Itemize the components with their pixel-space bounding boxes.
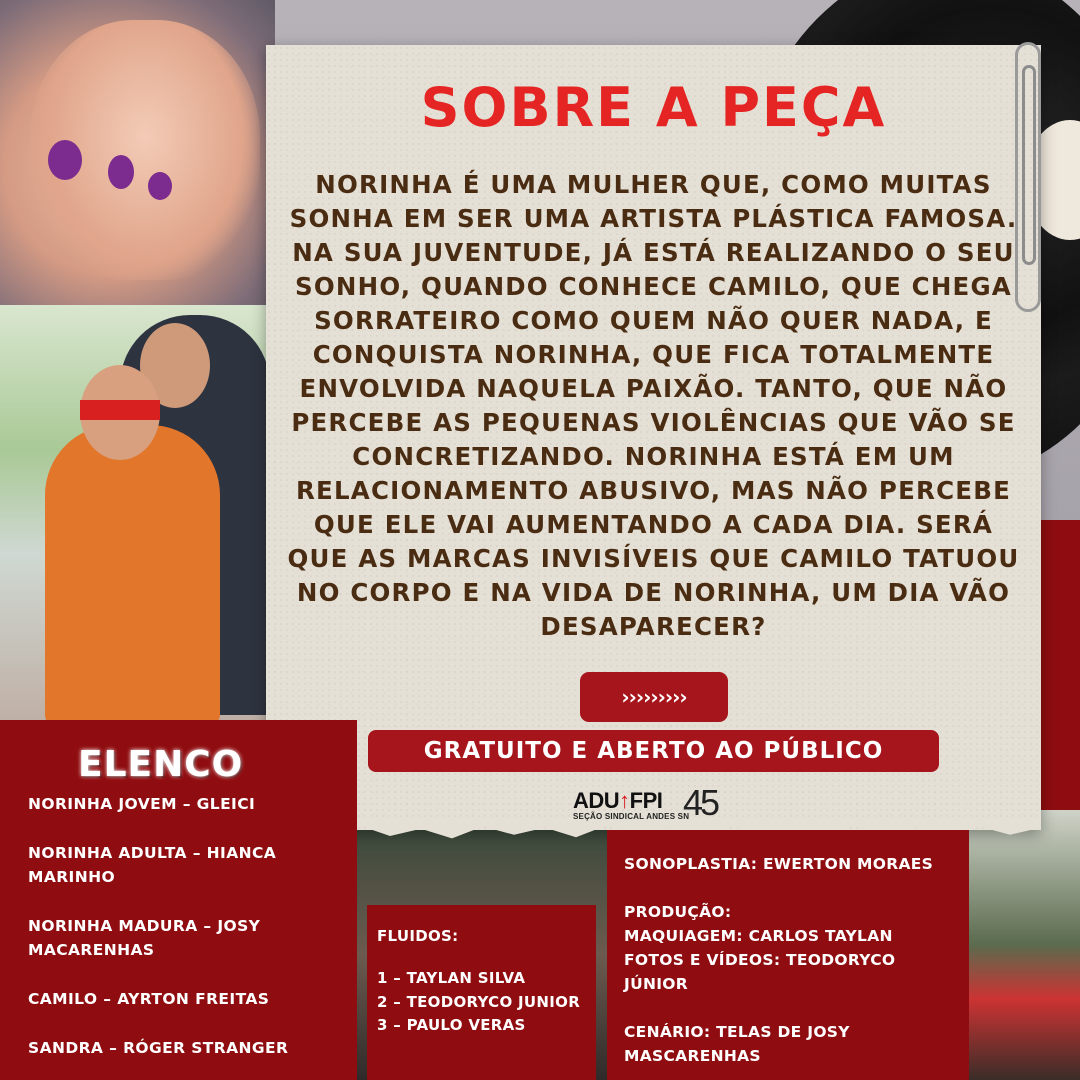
credit-scenery: CENÁRIO: TELAS DE JOSY MASCARENHAS [624, 1023, 850, 1065]
fluids-list [377, 967, 580, 1038]
logo-anniversary: 45 [683, 782, 718, 823]
cast-member: NORINHA ADULTA – HIANCA MARINHO [28, 844, 277, 886]
credit-makeup: MAQUIAGEM: CARLOS TAYLAN [624, 927, 893, 945]
actress-orange-dress [45, 425, 220, 720]
raised-fist-photo [0, 0, 275, 305]
purple-nail [48, 140, 82, 180]
logo-subtitle: SEÇÃO SINDICAL ANDES SN [573, 812, 690, 821]
cast-member: NORINHA JOVEM – GLEICI [28, 795, 256, 813]
credit-production-label: PRODUÇÃO: [624, 903, 732, 921]
cast-list [28, 792, 328, 1080]
purple-nail [148, 172, 172, 200]
actors-photo [0, 305, 268, 720]
free-admission-banner: GRATUITO E ABERTO AO PÚBLICO [368, 730, 939, 772]
more-arrow-button[interactable]: ››››››››› [580, 672, 728, 722]
credit-sound: SONOPLASTIA: EWERTON MORAES [624, 855, 934, 873]
logo-name [573, 788, 662, 814]
red-blindfold [80, 400, 160, 420]
logo-name-part: ADU [573, 788, 620, 813]
cast-heading: ELENCO [78, 744, 244, 785]
cast-member: NORINHA MADURA – JOSY MACARENHAS [28, 917, 261, 959]
page-title: SOBRE A PEÇA [420, 76, 887, 139]
purple-nail [108, 155, 134, 189]
cast-member: SANDRA – RÓGER STRANGER [28, 1039, 289, 1057]
fluids-label: FLUIDOS: [377, 927, 459, 945]
synopsis-text: NORINHA É UMA MULHER QUE, COMO MUITAS SONHA EM SER UMA ARTISTA PLÁSTICA FAMOSA. NA SUA JUVENTUDE, JÁ ESTÁ REALIZANDO O SEU SONHO, QUANDO CONHECE CAMILO, QUE CHEGA SORRATEIRO COMO QUEM NÃO QUER NADA, E CONQUISTA NORINHA, QUE FICA TOTALMENTE ENVOLVIDA NAQUELA PAIXÃO. TANTO, QUE NÃO PERCEBE AS PEQUENAS VIOLÊNCIAS QUE VÃO SE CONCRETIZANDO. NORINHA ESTÁ EM UM RELACIONAMENTO ABUSIVO, MAS NÃO PERCEBE QUE ELE VAI AUMENTANDO A CADA DIA. SERÁ QUE AS MARCAS INVISÍVEIS QUE CAMILO TATUOU NO CORPO E NA VIDA DE NORINHA, UM DIA VÃO DESAPARECER? [287, 170, 1020, 641]
fluids-member: 2 – TEODORYCO JUNIOR [377, 992, 581, 1011]
adufpi-logo [573, 782, 743, 828]
fluids-member: 3 – PAULO VERAS [377, 1016, 526, 1034]
fluids-member: 1 – TAYLAN SILVA [377, 969, 526, 987]
cast-member: CAMILO – AYRTON FREITAS [28, 990, 270, 1008]
credits-list [624, 852, 954, 1068]
credit-photos: FOTOS E VÍDEOS: TEODORYCO JÚNIOR [624, 951, 896, 993]
logo-name-part: FPI [629, 788, 663, 813]
stage-photo [968, 810, 1080, 1080]
up-arrow-icon: ↑ [619, 788, 630, 813]
